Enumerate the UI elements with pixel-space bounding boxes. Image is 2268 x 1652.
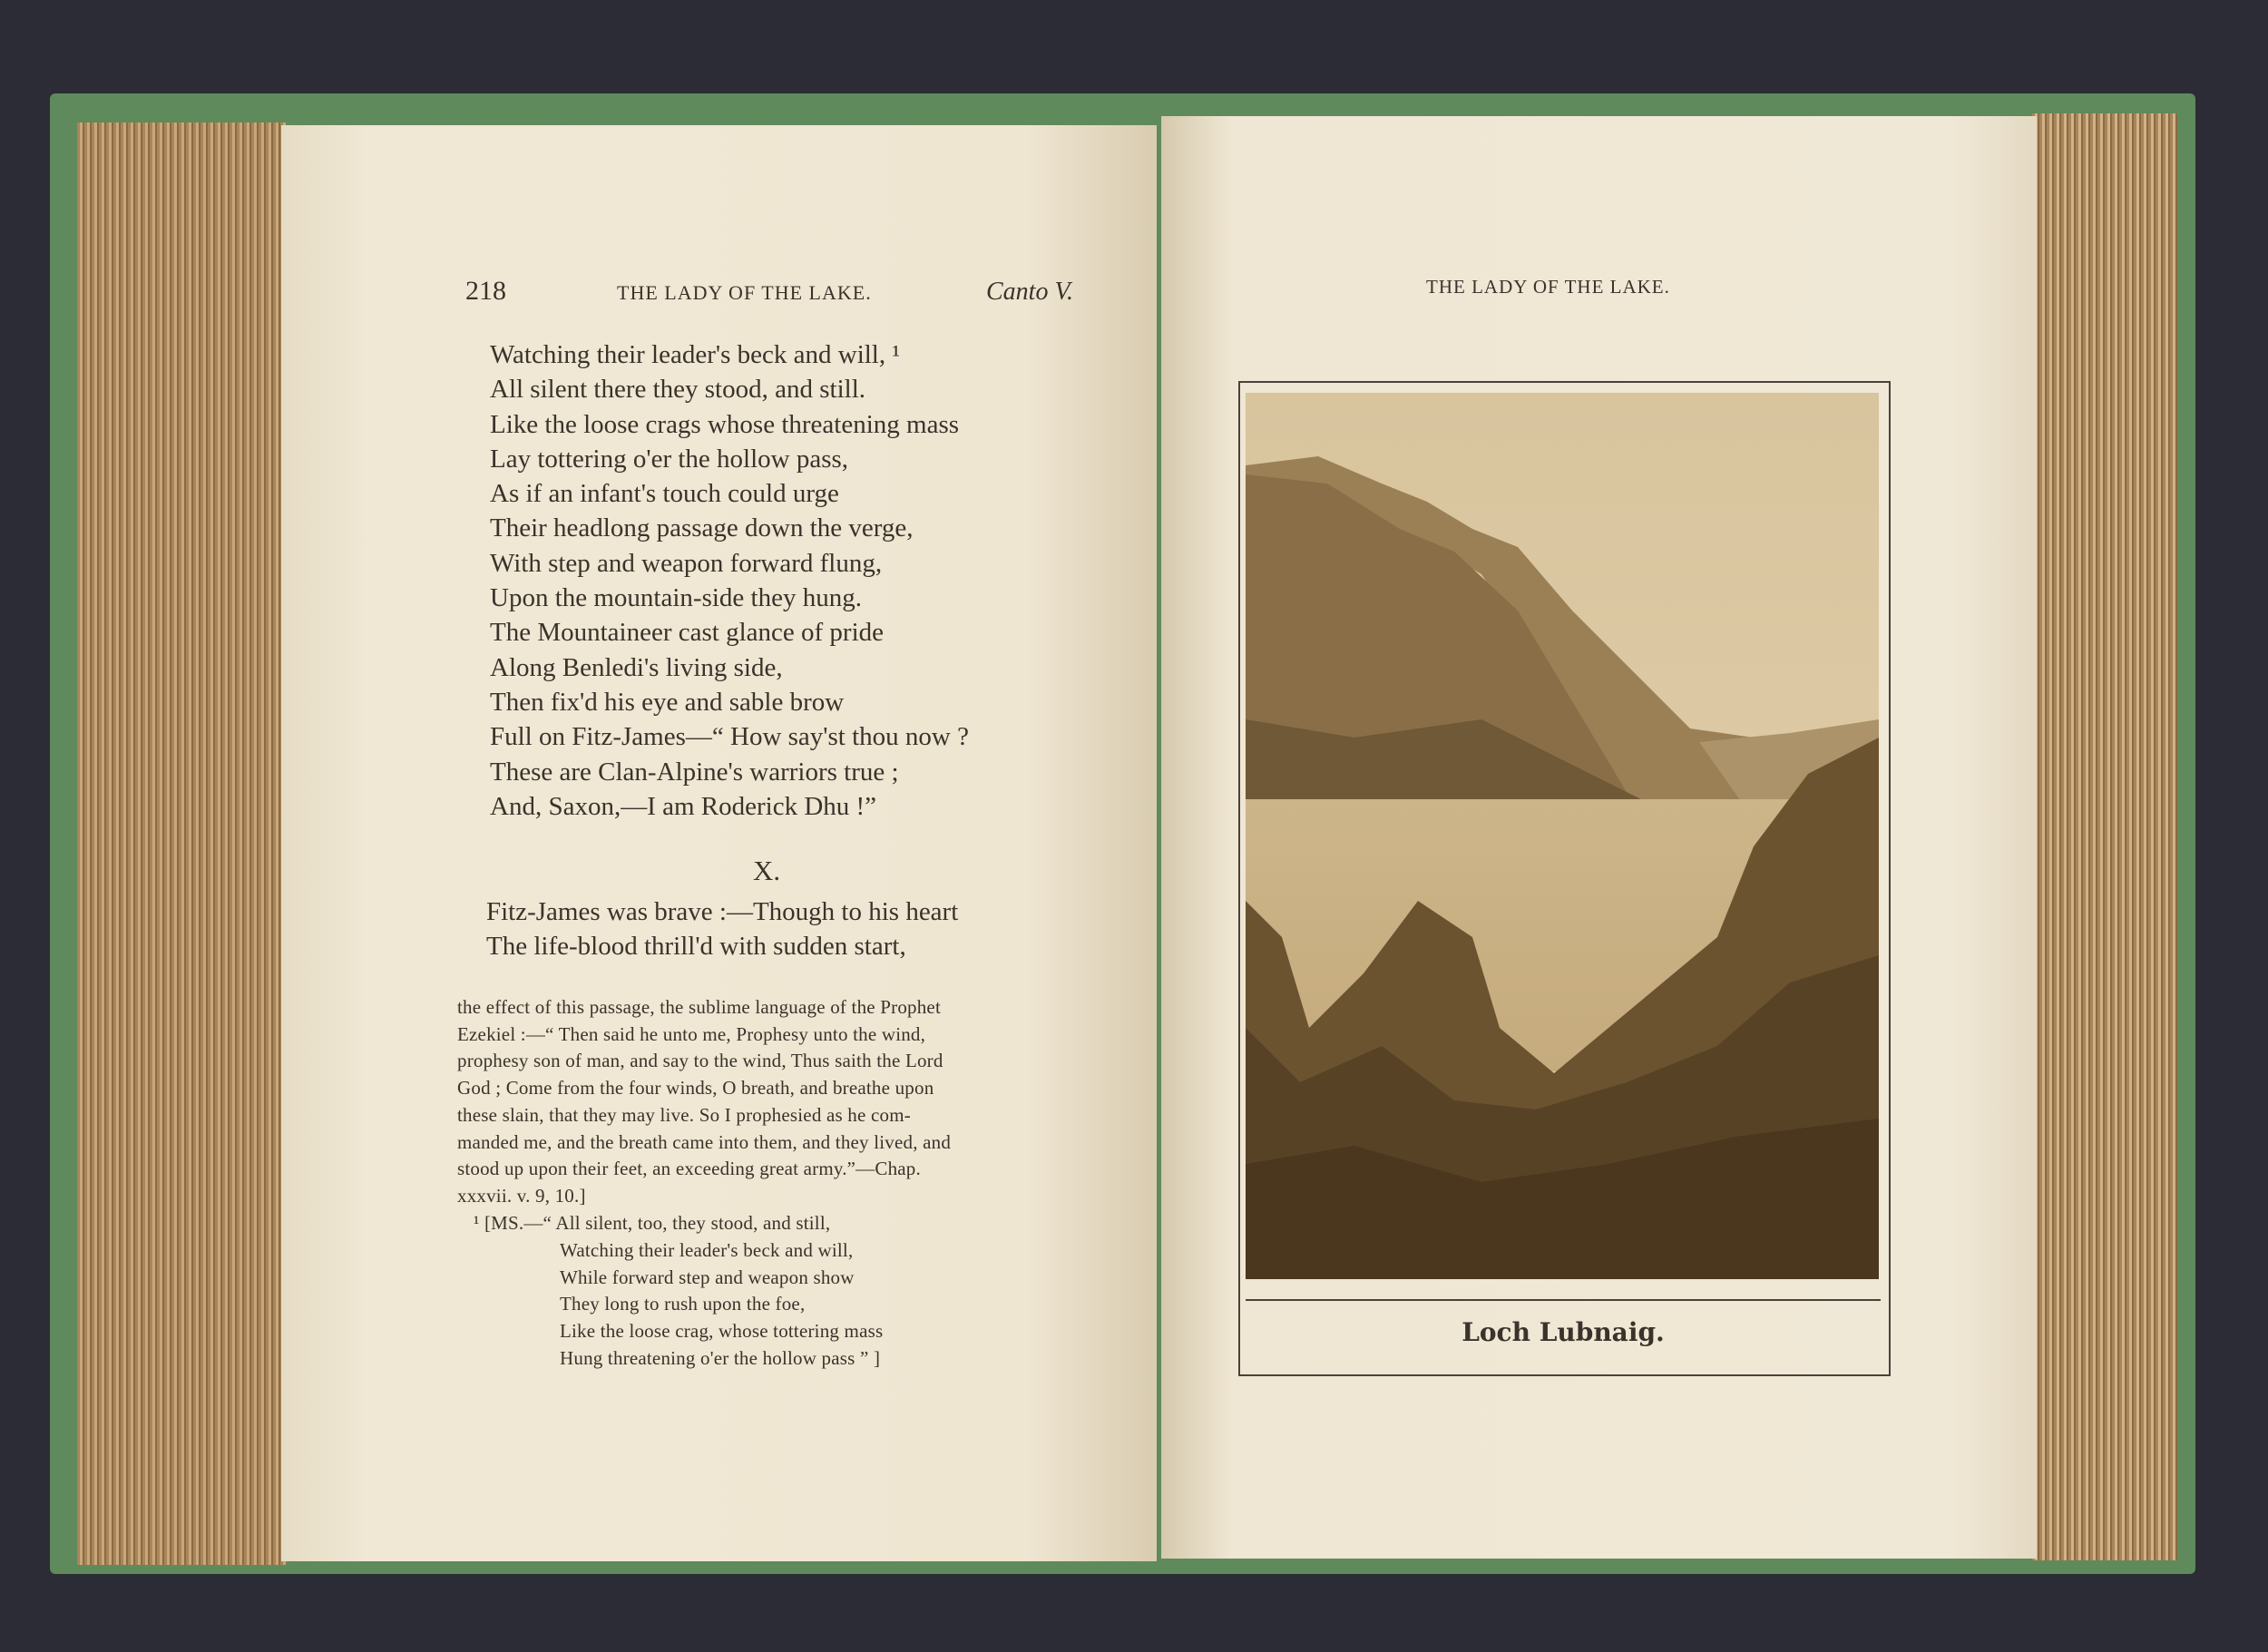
text-line: Watching their leader's beck and will, ¹ [490,340,901,369]
text-line: Watching their leader's beck and will, [560,1239,854,1261]
stanza-block [486,894,958,964]
verse-block [490,337,969,824]
ms-note-first: ¹ [MS.—“ All silent, too, they stood, and still, [474,1212,831,1234]
text-line: Fitz-James was brave :—Though to his heart [486,897,959,926]
running-head-left: THE LADY OF THE LAKE. [617,281,872,304]
text-line: the effect of this passage, the sublime language of the Prophet [457,996,941,1018]
text-line: stood up upon their feet, an exceeding great army.”—Chap. [457,1158,921,1180]
canto-label: Canto V. [986,278,1073,306]
text-line: manded me, and the breath came into them, and they lived, and [457,1130,952,1153]
photo-caption: Loch Lubnaig. [1461,1317,1665,1347]
text-line: The Mountaineer cast glance of pride [490,618,885,648]
page-number: 218 [465,276,506,306]
text-line: And, Saxon,—I am Roderick Dhu !” [490,791,877,821]
text-line: Hung threatening o'er the hollow pass ” ] [560,1346,881,1369]
text-line: Like the loose crags whose threatening mass [490,409,960,439]
text-line: Along Benledi's living side, [490,652,783,682]
text-line: Ezekiel :—“ Then said he unto me, Prophesy unto the wind, [457,1022,926,1045]
text-line: God ; Come from the four winds, O breath, and breathe upon [457,1077,934,1100]
text-line: The life-blood thrill'd with sudden start, [486,932,906,962]
text-line: With step and weapon forward flung, [490,548,883,578]
text-line: Then fix'd his eye and sable brow [490,687,845,717]
text-line: These are Clan-Alpine's warriors true ; [490,757,899,787]
text-line: these slain, that they may live. So I prophesied as he com- [457,1103,911,1126]
stanza-number: X. [753,855,781,886]
page-edges-right [2032,113,2177,1560]
text-line: While forward step and weapon show [560,1266,855,1288]
loch-lubnaig-photograph [1246,393,1879,1279]
ms-note-block [560,1237,883,1373]
text-line: Like the loose crag, whose tottering mass [560,1320,884,1343]
text-line: Upon the mountain-side they hung. [490,583,862,613]
caption-rule [1246,1299,1881,1301]
page-edges-left [77,122,286,1565]
text-line: They long to rush upon the foe, [560,1293,806,1315]
text-line: xxxvii. v. 9, 10.] [457,1184,586,1207]
text-line: prophesy son of man, and say to the wind, Thus saith the Lord [457,1050,943,1072]
text-line: Lay tottering o'er the hollow pass, [490,444,849,474]
text-line: Full on Fitz-James—“ How say'st thou now ? [490,722,969,752]
text-line: All silent there they stood, and still. [490,375,866,405]
text-line: Their headlong passage down the verge, [490,513,914,543]
footnote-block [457,994,951,1210]
text-line: As if an infant's touch could urge [490,479,839,509]
running-head-right: THE LADY OF THE LAKE. [1426,276,1670,298]
